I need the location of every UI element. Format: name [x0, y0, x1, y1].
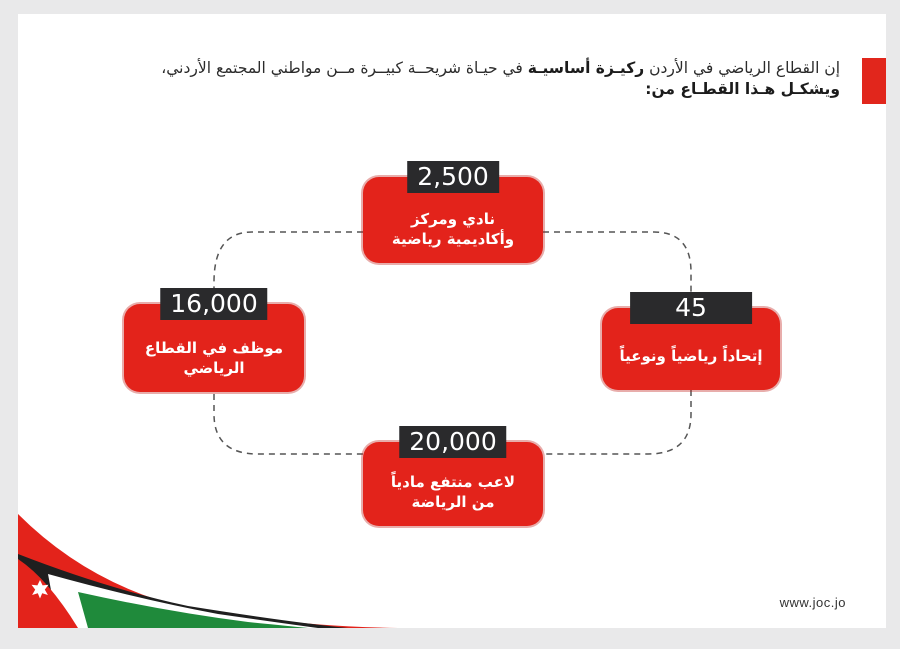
stat-number: 20,000 — [399, 426, 506, 458]
intro-line-1: إن القطاع الرياضي في الأردن ركيـزة أساسيـة في حيـاة شريحــة كبيــرة مــن مواطني المجتمع الأردني، — [161, 59, 840, 77]
footer-url[interactable]: www.joc.jo — [779, 595, 846, 610]
stat-number: 16,000 — [160, 288, 267, 320]
stat-number: 2,500 — [407, 161, 499, 193]
stat-number: 45 — [630, 292, 752, 324]
intro-line-2: ويشكـل هـذا القطـاع من: — [645, 80, 840, 98]
stat-label: نادي ومركز وأكاديمية رياضية — [391, 210, 515, 248]
jordan-flag-decoration — [18, 14, 886, 628]
infographic-slide — [18, 14, 886, 628]
stat-label: لاعب منتفع مادياً من الرياضة — [390, 473, 516, 511]
stat-label: موظف في القطاع الرياضي — [144, 339, 284, 377]
stat-label: إتحاداً رياضياً ونوعياً — [619, 347, 763, 365]
